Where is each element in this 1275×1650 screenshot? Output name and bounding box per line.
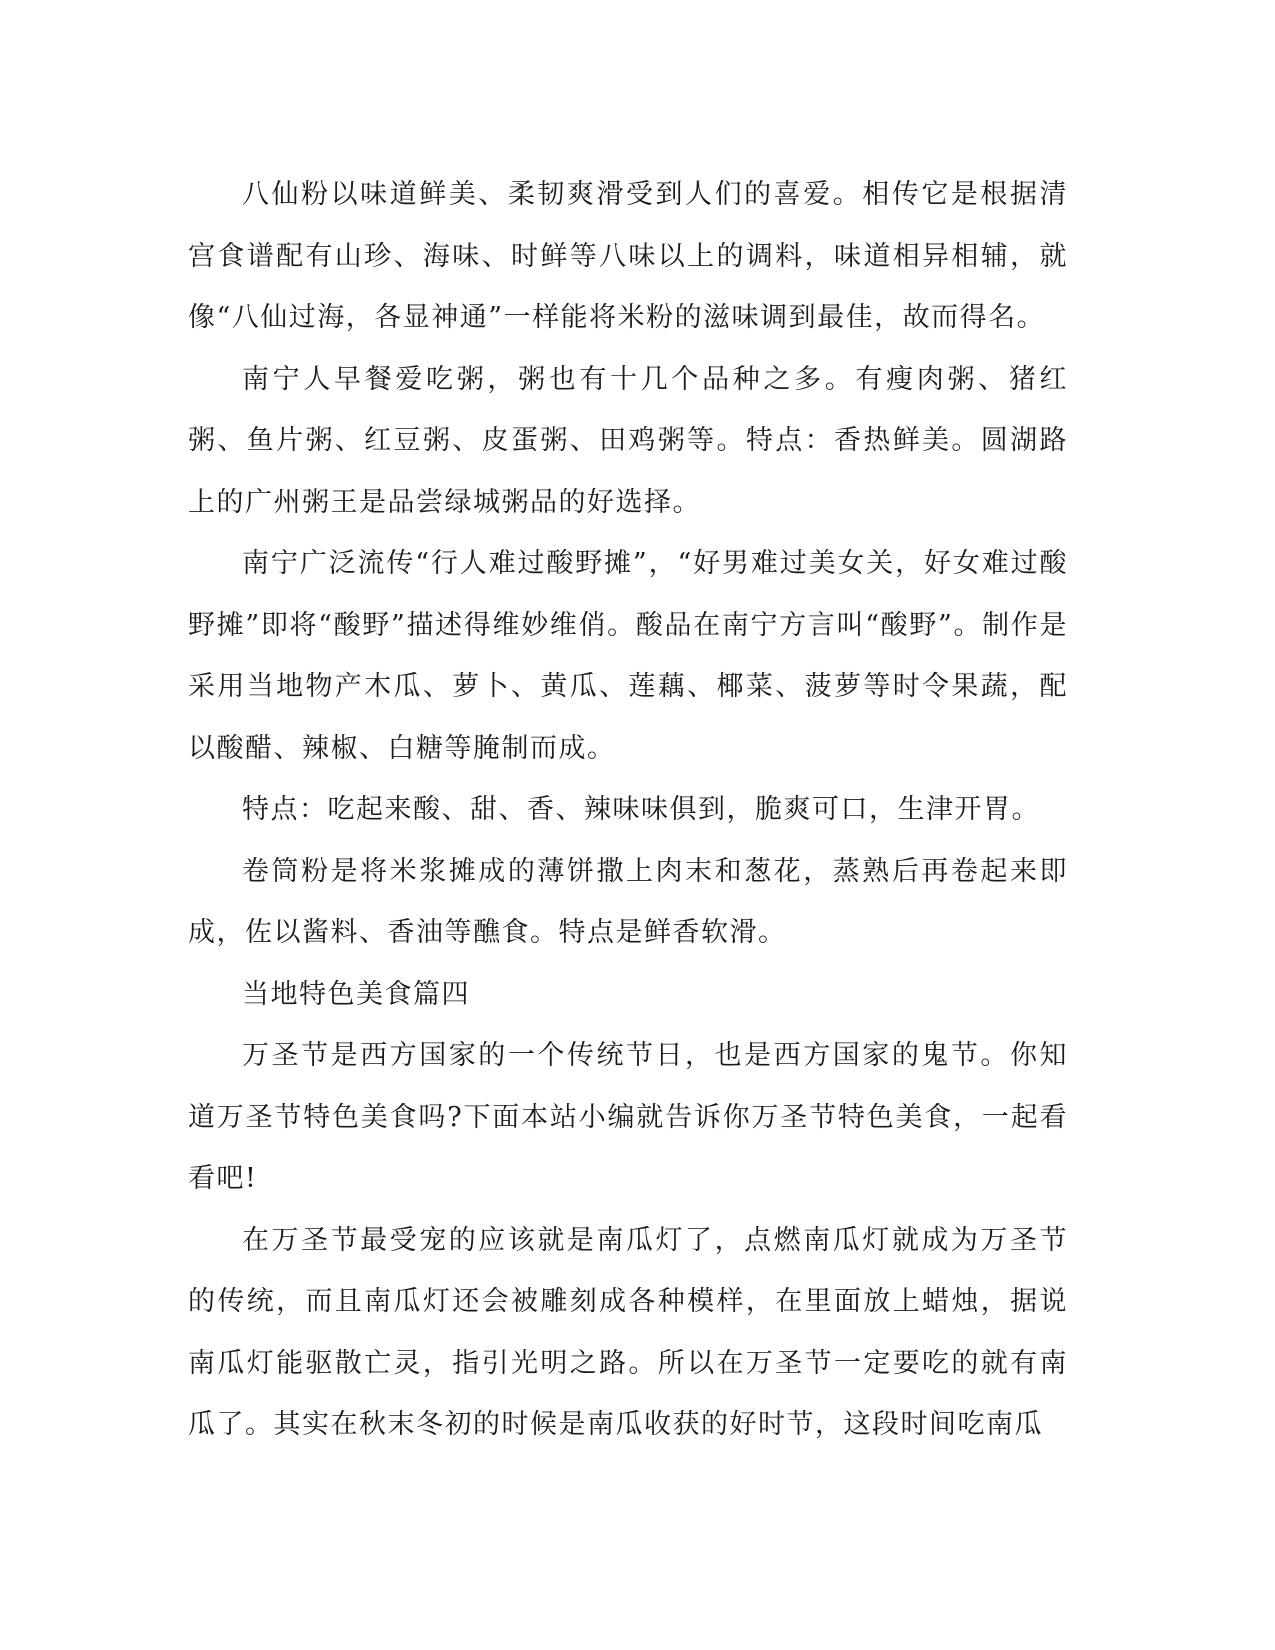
- paragraph-suanye: 南宁广泛流传“行人难过酸野摊”，“好男难过美女关，好女难过酸野摊”即将“酸野”描述得维妙维俏。酸品在南宁方言叫“酸野”。制作是采用当地物产木瓜、萝卜、黄瓜、莲藕、椰菜、菠萝等时令果蔬，配以酸醋、辣椒、白糖等腌制而成。: [188, 548, 1068, 764]
- paragraph-pumpkin: 在万圣节最受宠的应该就是南瓜灯了，点燃南瓜灯就成为万圣节的传统，而且南瓜灯还会被雕刻成各种模样，在里面放上蜡烛，据说南瓜灯能驱散亡灵，指引光明之路。所以在万圣节一定要吃的就有南瓜了。其实在秋末冬初的时候是南瓜收获的好时节，这段时间吃南瓜: [188, 1224, 1068, 1440]
- paragraph-congee: 南宁人早餐爱吃粥，粥也有十几个品种之多。有瘦肉粥、猪红粥、鱼片粥、红豆粥、皮蛋粥、田鸡粥等。特点：香热鲜美。圆湖路上的广州粥王是品尝绿城粥品的好选择。: [188, 363, 1068, 518]
- section-heading: 当地特色美食篇四: [242, 978, 470, 1010]
- paragraph-bafen-noodles: 八仙粉以味道鲜美、柔韧爽滑受到人们的喜爱。相传它是根据清宫食谱配有山珍、海味、时鲜等八味以上的调料，味道相异相辅，就像“八仙过海，各显神通”一样能将米粉的滋味调到最佳，故而得名。: [188, 179, 1068, 333]
- document-body: [188, 164, 1068, 1456]
- paragraph-halloween-intro: 万圣节是西方国家的一个传统节日，也是西方国家的鬼节。你知道万圣节特色美食吗?下面本站小编就告诉你万圣节特色美食，一起看看吧!: [188, 1040, 1068, 1194]
- paragraph-suanye-features: 特点：吃起来酸、甜、香、辣味味俱到，脆爽可口，生津开胃。: [242, 794, 1040, 825]
- paragraph-rolled-noodles: 卷筒粉是将米浆摊成的薄饼撒上肉末和葱花，蒸熟后再卷起来即成，佐以酱料、香油等醮食。特点是鲜香软滑。: [188, 855, 1068, 948]
